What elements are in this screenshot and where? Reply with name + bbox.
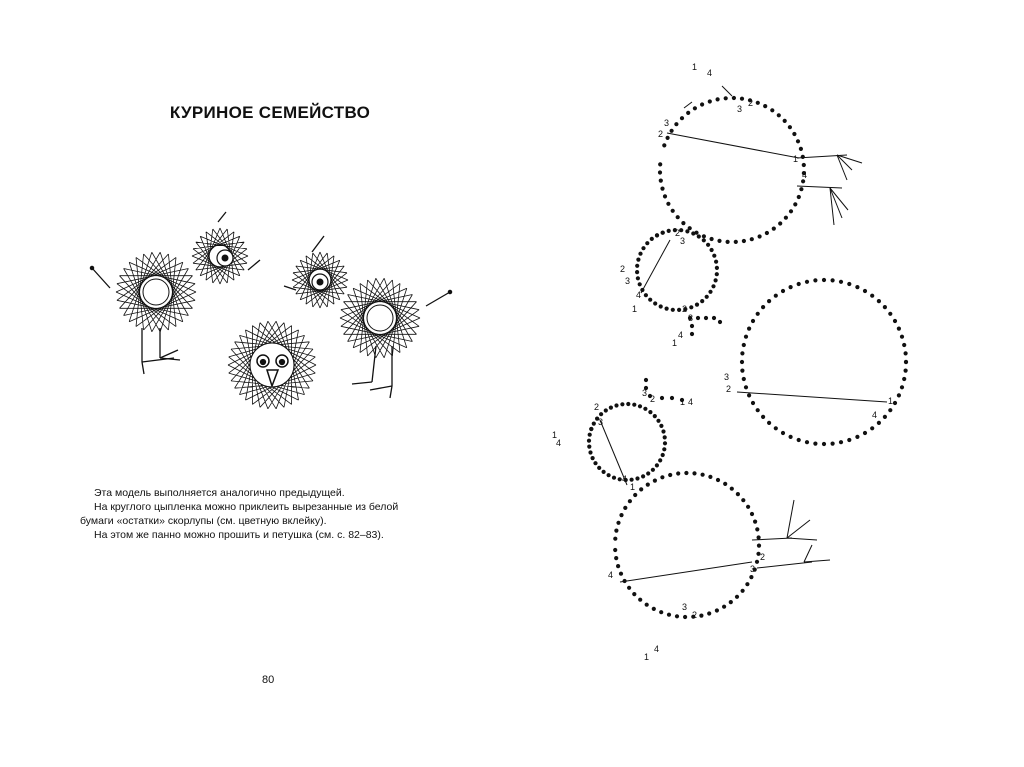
label-4-bhead: 4 xyxy=(556,438,562,448)
template-big-circle xyxy=(737,278,908,446)
top-chick-head-dots xyxy=(635,228,722,336)
label-4-mid: 4 xyxy=(678,330,684,340)
label-3-top: 3 xyxy=(737,104,743,114)
chicken-family-illustration xyxy=(80,200,460,420)
label-1-top: 1 xyxy=(692,62,698,72)
label-2-bneck: 2 xyxy=(650,394,656,404)
big-circle-dots xyxy=(740,278,908,446)
label-3-bneck: 3 xyxy=(642,388,648,398)
label-2-top: 2 xyxy=(748,98,754,108)
page-number: 80 xyxy=(262,674,275,686)
top-chick-body-dots xyxy=(658,96,806,244)
label-4-right: 4 xyxy=(802,170,808,180)
label-2-neck: 2 xyxy=(675,228,681,238)
right-page xyxy=(512,0,1024,767)
point-labels xyxy=(552,62,893,662)
caption-line-1: Эта модель выполняется аналогично предыдущей. xyxy=(94,487,345,499)
small-chick-head-left xyxy=(192,228,248,284)
label-1-bneck: 1 xyxy=(680,397,686,407)
label-1-mid: 1 xyxy=(672,338,678,348)
label-3-bfoot: 3 xyxy=(682,602,688,612)
caption-line-3: бумаги «остатки» скорлупы (см. цветную вклейку). xyxy=(80,515,327,527)
bottom-chick-head-dots xyxy=(587,378,684,482)
caption-line-2: На круглого цыпленка можно приклеить вырезанные из белой xyxy=(94,501,399,513)
bottom-chick-body-dots xyxy=(613,471,761,619)
big-chick-right xyxy=(340,278,420,358)
dot-stitching-templates xyxy=(512,0,1024,767)
label-1-bottom: 1 xyxy=(644,652,650,662)
label-1-circle: 1 xyxy=(888,396,894,406)
label-2-head: 2 xyxy=(620,264,626,274)
label-3-head: 3 xyxy=(625,276,631,286)
label-3-circle: 3 xyxy=(724,372,730,382)
label-4-bleft: 4 xyxy=(608,570,614,580)
label-2-circle: 2 xyxy=(726,384,732,394)
label-1-right: 1 xyxy=(793,154,799,164)
label-2-left: 2 xyxy=(658,129,664,139)
label-3-bright: 3 xyxy=(750,564,756,574)
label-3-neck: 3 xyxy=(680,236,686,246)
label-2-bright: 2 xyxy=(760,552,766,562)
label-4-bneck: 4 xyxy=(688,397,694,407)
label-4-bbody: 4 xyxy=(622,474,628,484)
big-chick-left xyxy=(116,252,196,332)
label-1-head: 1 xyxy=(632,304,638,314)
template-top-chick xyxy=(635,86,862,336)
caption-line-4: На этом же панно можно прошить и петушка (см. с. 82–83). xyxy=(94,529,384,541)
label-3-mid: 3 xyxy=(688,313,694,323)
small-chick-head-right xyxy=(292,252,348,308)
page-title: КУРИНОЕ СЕМЕЙСТВО xyxy=(169,103,371,122)
round-chick xyxy=(228,321,316,409)
caption-text xyxy=(80,486,480,542)
bottom-chick-lines xyxy=(600,420,830,582)
label-3-left: 3 xyxy=(664,118,670,128)
label-2-mid: 2 xyxy=(682,304,688,314)
label-4-circle: 4 xyxy=(872,410,878,420)
label-1-bhead: 1 xyxy=(552,430,558,440)
label-4-head: 4 xyxy=(636,290,642,300)
top-chick-lines xyxy=(641,86,862,293)
template-bottom-chick xyxy=(587,378,830,619)
label-4-top: 4 xyxy=(707,68,713,78)
label-2-bfoot: 2 xyxy=(692,610,698,620)
label-3-bhead: 3 xyxy=(598,417,604,427)
label-1-bbody: 1 xyxy=(630,482,636,492)
label-4-bottom: 4 xyxy=(654,644,660,654)
label-2-bhead: 2 xyxy=(594,402,600,412)
